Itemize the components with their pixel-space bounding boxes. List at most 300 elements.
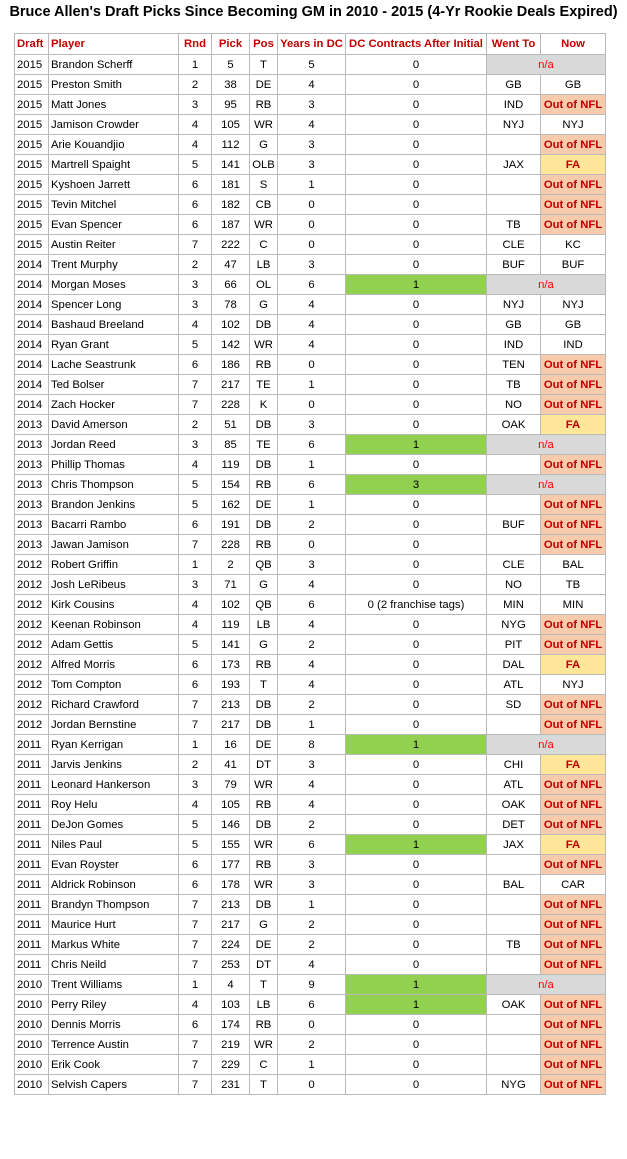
table-row — [15, 475, 606, 495]
cell-round: 4 — [179, 595, 212, 615]
cell-draft-year: 2015 — [15, 235, 49, 255]
cell-now: FA — [541, 415, 606, 435]
cell-went-to: BUF — [487, 515, 541, 535]
cell-player: David Amerson — [49, 415, 179, 435]
table-row — [15, 215, 606, 235]
cell-round: 7 — [179, 395, 212, 415]
header-now: Now — [541, 34, 606, 55]
cell-pick: 103 — [212, 995, 250, 1015]
cell-years-in-dc: 0 — [278, 395, 346, 415]
cell-dc-contracts: 0 — [346, 535, 487, 555]
table-row — [15, 695, 606, 715]
cell-draft-year: 2012 — [15, 715, 49, 735]
cell-draft-year: 2013 — [15, 415, 49, 435]
cell-now: FA — [541, 755, 606, 775]
table-row — [15, 855, 606, 875]
cell-round: 3 — [179, 435, 212, 455]
cell-draft-year: 2012 — [15, 635, 49, 655]
cell-years-in-dc: 2 — [278, 815, 346, 835]
cell-round: 6 — [179, 215, 212, 235]
cell-dc-contracts: 1 — [346, 975, 487, 995]
cell-now: GB — [541, 75, 606, 95]
cell-went-to — [487, 455, 541, 475]
cell-draft-year: 2010 — [15, 975, 49, 995]
cell-round: 4 — [179, 455, 212, 475]
cell-position: T — [250, 975, 278, 995]
cell-went-to: TB — [487, 935, 541, 955]
cell-pick: 112 — [212, 135, 250, 155]
cell-player: Brandon Scherff — [49, 55, 179, 75]
cell-went-to: DET — [487, 815, 541, 835]
cell-went-to: TB — [487, 375, 541, 395]
cell-pick: 173 — [212, 655, 250, 675]
cell-round: 6 — [179, 675, 212, 695]
cell-position: DB — [250, 815, 278, 835]
cell-draft-year: 2013 — [15, 455, 49, 475]
cell-round: 7 — [179, 935, 212, 955]
cell-draft-year: 2011 — [15, 755, 49, 775]
cell-draft-year: 2011 — [15, 935, 49, 955]
cell-position: RB — [250, 655, 278, 675]
cell-now: Out of NFL — [541, 455, 606, 475]
cell-dc-contracts: 0 — [346, 1055, 487, 1075]
cell-years-in-dc: 5 — [278, 55, 346, 75]
cell-dc-contracts: 0 — [346, 95, 487, 115]
cell-years-in-dc: 1 — [278, 175, 346, 195]
cell-dc-contracts: 0 — [346, 875, 487, 895]
cell-pick: 181 — [212, 175, 250, 195]
cell-pick: 95 — [212, 95, 250, 115]
cell-pick: 102 — [212, 315, 250, 335]
cell-years-in-dc: 3 — [278, 875, 346, 895]
cell-position: RB — [250, 475, 278, 495]
cell-position: TE — [250, 435, 278, 455]
cell-dc-contracts: 0 — [346, 315, 487, 335]
cell-pick: 222 — [212, 235, 250, 255]
cell-position: DT — [250, 955, 278, 975]
cell-position: T — [250, 675, 278, 695]
cell-draft-year: 2011 — [15, 875, 49, 895]
cell-dc-contracts: 0 — [346, 335, 487, 355]
cell-pick: 231 — [212, 1075, 250, 1095]
table-row — [15, 775, 606, 795]
cell-pick: 4 — [212, 975, 250, 995]
cell-pick: 146 — [212, 815, 250, 835]
cell-now: FA — [541, 835, 606, 855]
cell-went-to — [487, 175, 541, 195]
cell-years-in-dc: 0 — [278, 1015, 346, 1035]
cell-round: 7 — [179, 235, 212, 255]
cell-pick: 213 — [212, 695, 250, 715]
cell-player: Kirk Cousins — [49, 595, 179, 615]
cell-years-in-dc: 3 — [278, 135, 346, 155]
cell-years-in-dc: 3 — [278, 155, 346, 175]
cell-player: Josh LeRibeus — [49, 575, 179, 595]
cell-went-to: NYG — [487, 1075, 541, 1095]
cell-position: DE — [250, 735, 278, 755]
cell-position: T — [250, 55, 278, 75]
cell-dc-contracts: 1 — [346, 995, 487, 1015]
cell-pick: 142 — [212, 335, 250, 355]
table-row — [15, 795, 606, 815]
cell-dc-contracts: 0 — [346, 395, 487, 415]
cell-now: Out of NFL — [541, 995, 606, 1015]
cell-went-to: GB — [487, 75, 541, 95]
cell-pick: 102 — [212, 595, 250, 615]
cell-pick: 177 — [212, 855, 250, 875]
header-round: Rnd — [179, 34, 212, 55]
cell-went-to — [487, 915, 541, 935]
table-row — [15, 455, 606, 475]
cell-dc-contracts: 0 — [346, 75, 487, 95]
cell-pick: 154 — [212, 475, 250, 495]
cell-round: 6 — [179, 875, 212, 895]
cell-years-in-dc: 8 — [278, 735, 346, 755]
cell-went-to: NYJ — [487, 115, 541, 135]
cell-status-na: n/a — [487, 435, 606, 455]
cell-position: DB — [250, 515, 278, 535]
header-pick: Pick — [212, 34, 250, 55]
cell-dc-contracts: 0 — [346, 935, 487, 955]
cell-position: LB — [250, 255, 278, 275]
cell-pick: 178 — [212, 875, 250, 895]
cell-player: Evan Royster — [49, 855, 179, 875]
cell-years-in-dc: 4 — [278, 315, 346, 335]
cell-pick: 155 — [212, 835, 250, 855]
cell-draft-year: 2013 — [15, 535, 49, 555]
cell-pick: 174 — [212, 1015, 250, 1035]
cell-went-to: TB — [487, 215, 541, 235]
cell-round: 7 — [179, 1075, 212, 1095]
cell-now: Out of NFL — [541, 795, 606, 815]
table-row — [15, 715, 606, 735]
cell-now: Out of NFL — [541, 135, 606, 155]
cell-now: CAR — [541, 875, 606, 895]
cell-years-in-dc: 2 — [278, 635, 346, 655]
table-row — [15, 1075, 606, 1095]
table-row — [15, 755, 606, 775]
cell-draft-year: 2014 — [15, 355, 49, 375]
cell-position: RB — [250, 535, 278, 555]
table-row — [15, 295, 606, 315]
cell-position: WR — [250, 875, 278, 895]
cell-pick: 141 — [212, 635, 250, 655]
cell-pick: 105 — [212, 795, 250, 815]
cell-dc-contracts: 0 — [346, 815, 487, 835]
cell-now: Out of NFL — [541, 915, 606, 935]
cell-dc-contracts: 0 (2 franchise tags) — [346, 595, 487, 615]
table-row — [15, 815, 606, 835]
cell-status-na: n/a — [487, 475, 606, 495]
cell-now: BAL — [541, 555, 606, 575]
cell-position: RB — [250, 95, 278, 115]
table-row — [15, 555, 606, 575]
cell-dc-contracts: 0 — [346, 515, 487, 535]
table-row — [15, 575, 606, 595]
cell-pick: 191 — [212, 515, 250, 535]
cell-went-to — [487, 895, 541, 915]
cell-position: OL — [250, 275, 278, 295]
cell-dc-contracts: 0 — [346, 1035, 487, 1055]
cell-went-to — [487, 1015, 541, 1035]
cell-round: 5 — [179, 495, 212, 515]
cell-position: OLB — [250, 155, 278, 175]
cell-years-in-dc: 1 — [278, 895, 346, 915]
cell-pick: 2 — [212, 555, 250, 575]
cell-years-in-dc: 4 — [278, 655, 346, 675]
cell-round: 6 — [179, 355, 212, 375]
cell-years-in-dc: 4 — [278, 115, 346, 135]
header-years-in-dc: Years in DC — [278, 34, 346, 55]
cell-years-in-dc: 0 — [278, 195, 346, 215]
cell-now: Out of NFL — [541, 535, 606, 555]
cell-years-in-dc: 2 — [278, 515, 346, 535]
cell-position: RB — [250, 855, 278, 875]
cell-draft-year: 2011 — [15, 795, 49, 815]
cell-round: 2 — [179, 755, 212, 775]
cell-years-in-dc: 9 — [278, 975, 346, 995]
cell-went-to: JAX — [487, 155, 541, 175]
cell-went-to: DAL — [487, 655, 541, 675]
cell-round: 1 — [179, 735, 212, 755]
table-row — [15, 515, 606, 535]
cell-player: Markus White — [49, 935, 179, 955]
table-row — [15, 375, 606, 395]
table-row — [15, 195, 606, 215]
cell-years-in-dc: 4 — [278, 775, 346, 795]
cell-now: GB — [541, 315, 606, 335]
cell-draft-year: 2011 — [15, 855, 49, 875]
cell-pick: 186 — [212, 355, 250, 375]
cell-now: TB — [541, 575, 606, 595]
cell-draft-year: 2014 — [15, 315, 49, 335]
cell-now: Out of NFL — [541, 95, 606, 115]
cell-years-in-dc: 1 — [278, 455, 346, 475]
cell-round: 4 — [179, 315, 212, 335]
cell-position: DE — [250, 75, 278, 95]
cell-dc-contracts: 0 — [346, 195, 487, 215]
cell-round: 6 — [179, 175, 212, 195]
cell-went-to: NYJ — [487, 295, 541, 315]
cell-round: 5 — [179, 815, 212, 835]
cell-player: Bashaud Breeland — [49, 315, 179, 335]
cell-years-in-dc: 1 — [278, 715, 346, 735]
cell-position: DB — [250, 695, 278, 715]
cell-now: Out of NFL — [541, 215, 606, 235]
cell-player: Martrell Spaight — [49, 155, 179, 175]
cell-round: 5 — [179, 475, 212, 495]
cell-position: G — [250, 135, 278, 155]
cell-player: Bacarri Rambo — [49, 515, 179, 535]
cell-draft-year: 2012 — [15, 575, 49, 595]
cell-round: 6 — [179, 515, 212, 535]
cell-round: 4 — [179, 995, 212, 1015]
cell-went-to — [487, 495, 541, 515]
cell-player: Terrence Austin — [49, 1035, 179, 1055]
cell-years-in-dc: 3 — [278, 855, 346, 875]
cell-dc-contracts: 0 — [346, 775, 487, 795]
cell-draft-year: 2011 — [15, 815, 49, 835]
cell-draft-year: 2015 — [15, 135, 49, 155]
table-row — [15, 495, 606, 515]
cell-went-to: TEN — [487, 355, 541, 375]
cell-went-to: BUF — [487, 255, 541, 275]
cell-went-to: OAK — [487, 795, 541, 815]
table-row — [15, 535, 606, 555]
cell-years-in-dc: 1 — [278, 495, 346, 515]
cell-player: Jawan Jamison — [49, 535, 179, 555]
cell-pick: 253 — [212, 955, 250, 975]
cell-player: Keenan Robinson — [49, 615, 179, 635]
cell-years-in-dc: 6 — [278, 435, 346, 455]
cell-player: Brandyn Thompson — [49, 895, 179, 915]
cell-round: 4 — [179, 615, 212, 635]
cell-pick: 219 — [212, 1035, 250, 1055]
header-row — [15, 34, 606, 55]
table-row — [15, 735, 606, 755]
cell-now: Out of NFL — [541, 395, 606, 415]
cell-went-to: CHI — [487, 755, 541, 775]
cell-pick: 5 — [212, 55, 250, 75]
cell-draft-year: 2015 — [15, 55, 49, 75]
cell-draft-year: 2015 — [15, 155, 49, 175]
cell-draft-year: 2011 — [15, 895, 49, 915]
cell-went-to — [487, 1055, 541, 1075]
cell-years-in-dc: 3 — [278, 255, 346, 275]
cell-years-in-dc: 6 — [278, 475, 346, 495]
cell-dc-contracts: 0 — [346, 495, 487, 515]
header-position: Pos — [250, 34, 278, 55]
cell-dc-contracts: 0 — [346, 295, 487, 315]
table-row — [15, 275, 606, 295]
cell-years-in-dc: 6 — [278, 275, 346, 295]
cell-now: NYJ — [541, 295, 606, 315]
cell-position: DB — [250, 715, 278, 735]
cell-draft-year: 2014 — [15, 375, 49, 395]
table-row — [15, 655, 606, 675]
cell-went-to: OAK — [487, 995, 541, 1015]
cell-dc-contracts: 0 — [346, 615, 487, 635]
cell-years-in-dc: 4 — [278, 575, 346, 595]
cell-dc-contracts: 1 — [346, 275, 487, 295]
cell-pick: 51 — [212, 415, 250, 435]
cell-years-in-dc: 4 — [278, 75, 346, 95]
cell-position: G — [250, 635, 278, 655]
cell-pick: 66 — [212, 275, 250, 295]
cell-player: Preston Smith — [49, 75, 179, 95]
cell-player: Jamison Crowder — [49, 115, 179, 135]
cell-dc-contracts: 0 — [346, 655, 487, 675]
cell-dc-contracts: 0 — [346, 355, 487, 375]
cell-position: S — [250, 175, 278, 195]
cell-round: 3 — [179, 775, 212, 795]
cell-round: 5 — [179, 635, 212, 655]
cell-player: Erik Cook — [49, 1055, 179, 1075]
cell-player: Lache Seastrunk — [49, 355, 179, 375]
cell-player: Alfred Morris — [49, 655, 179, 675]
cell-position: WR — [250, 215, 278, 235]
cell-went-to: IND — [487, 335, 541, 355]
cell-player: Leonard Hankerson — [49, 775, 179, 795]
cell-position: T — [250, 1075, 278, 1095]
table-row — [15, 1015, 606, 1035]
cell-draft-year: 2012 — [15, 595, 49, 615]
cell-went-to: ATL — [487, 675, 541, 695]
header-dc-contracts: DC Contracts After Initial — [346, 34, 487, 55]
cell-draft-year: 2010 — [15, 1015, 49, 1035]
cell-dc-contracts: 1 — [346, 435, 487, 455]
cell-went-to: IND — [487, 95, 541, 115]
cell-player: Morgan Moses — [49, 275, 179, 295]
cell-status-na: n/a — [487, 735, 606, 755]
cell-years-in-dc: 6 — [278, 595, 346, 615]
cell-dc-contracts: 0 — [346, 555, 487, 575]
cell-pick: 119 — [212, 615, 250, 635]
cell-pick: 224 — [212, 935, 250, 955]
cell-draft-year: 2013 — [15, 515, 49, 535]
cell-round: 2 — [179, 255, 212, 275]
cell-draft-year: 2011 — [15, 955, 49, 975]
cell-player: Chris Thompson — [49, 475, 179, 495]
table-row — [15, 355, 606, 375]
cell-now: Out of NFL — [541, 955, 606, 975]
cell-pick: 193 — [212, 675, 250, 695]
cell-player: Aldrick Robinson — [49, 875, 179, 895]
cell-pick: 162 — [212, 495, 250, 515]
cell-position: RB — [250, 1015, 278, 1035]
cell-position: WR — [250, 115, 278, 135]
cell-position: WR — [250, 335, 278, 355]
cell-went-to: BAL — [487, 875, 541, 895]
cell-position: DB — [250, 315, 278, 335]
cell-pick: 38 — [212, 75, 250, 95]
cell-position: K — [250, 395, 278, 415]
cell-now: Out of NFL — [541, 715, 606, 735]
cell-round: 3 — [179, 275, 212, 295]
table-row — [15, 915, 606, 935]
cell-player: Perry Riley — [49, 995, 179, 1015]
cell-player: Austin Reiter — [49, 235, 179, 255]
cell-round: 7 — [179, 695, 212, 715]
cell-status-na: n/a — [487, 975, 606, 995]
cell-round: 7 — [179, 715, 212, 735]
cell-dc-contracts: 1 — [346, 835, 487, 855]
header-player: Player — [49, 34, 179, 55]
cell-now: NYJ — [541, 675, 606, 695]
cell-draft-year: 2014 — [15, 275, 49, 295]
table-row — [15, 835, 606, 855]
cell-years-in-dc: 6 — [278, 995, 346, 1015]
cell-player: Jarvis Jenkins — [49, 755, 179, 775]
cell-position: WR — [250, 1035, 278, 1055]
cell-now: Out of NFL — [541, 895, 606, 915]
cell-now: Out of NFL — [541, 195, 606, 215]
cell-pick: 217 — [212, 375, 250, 395]
cell-now: Out of NFL — [541, 615, 606, 635]
cell-years-in-dc: 3 — [278, 95, 346, 115]
cell-now: Out of NFL — [541, 815, 606, 835]
cell-dc-contracts: 0 — [346, 755, 487, 775]
cell-years-in-dc: 4 — [278, 955, 346, 975]
cell-went-to: MIN — [487, 595, 541, 615]
cell-pick: 228 — [212, 535, 250, 555]
cell-draft-year: 2015 — [15, 175, 49, 195]
table-row — [15, 995, 606, 1015]
cell-draft-year: 2011 — [15, 735, 49, 755]
cell-now: Out of NFL — [541, 515, 606, 535]
cell-player: Arie Kouandjio — [49, 135, 179, 155]
table-row — [15, 135, 606, 155]
